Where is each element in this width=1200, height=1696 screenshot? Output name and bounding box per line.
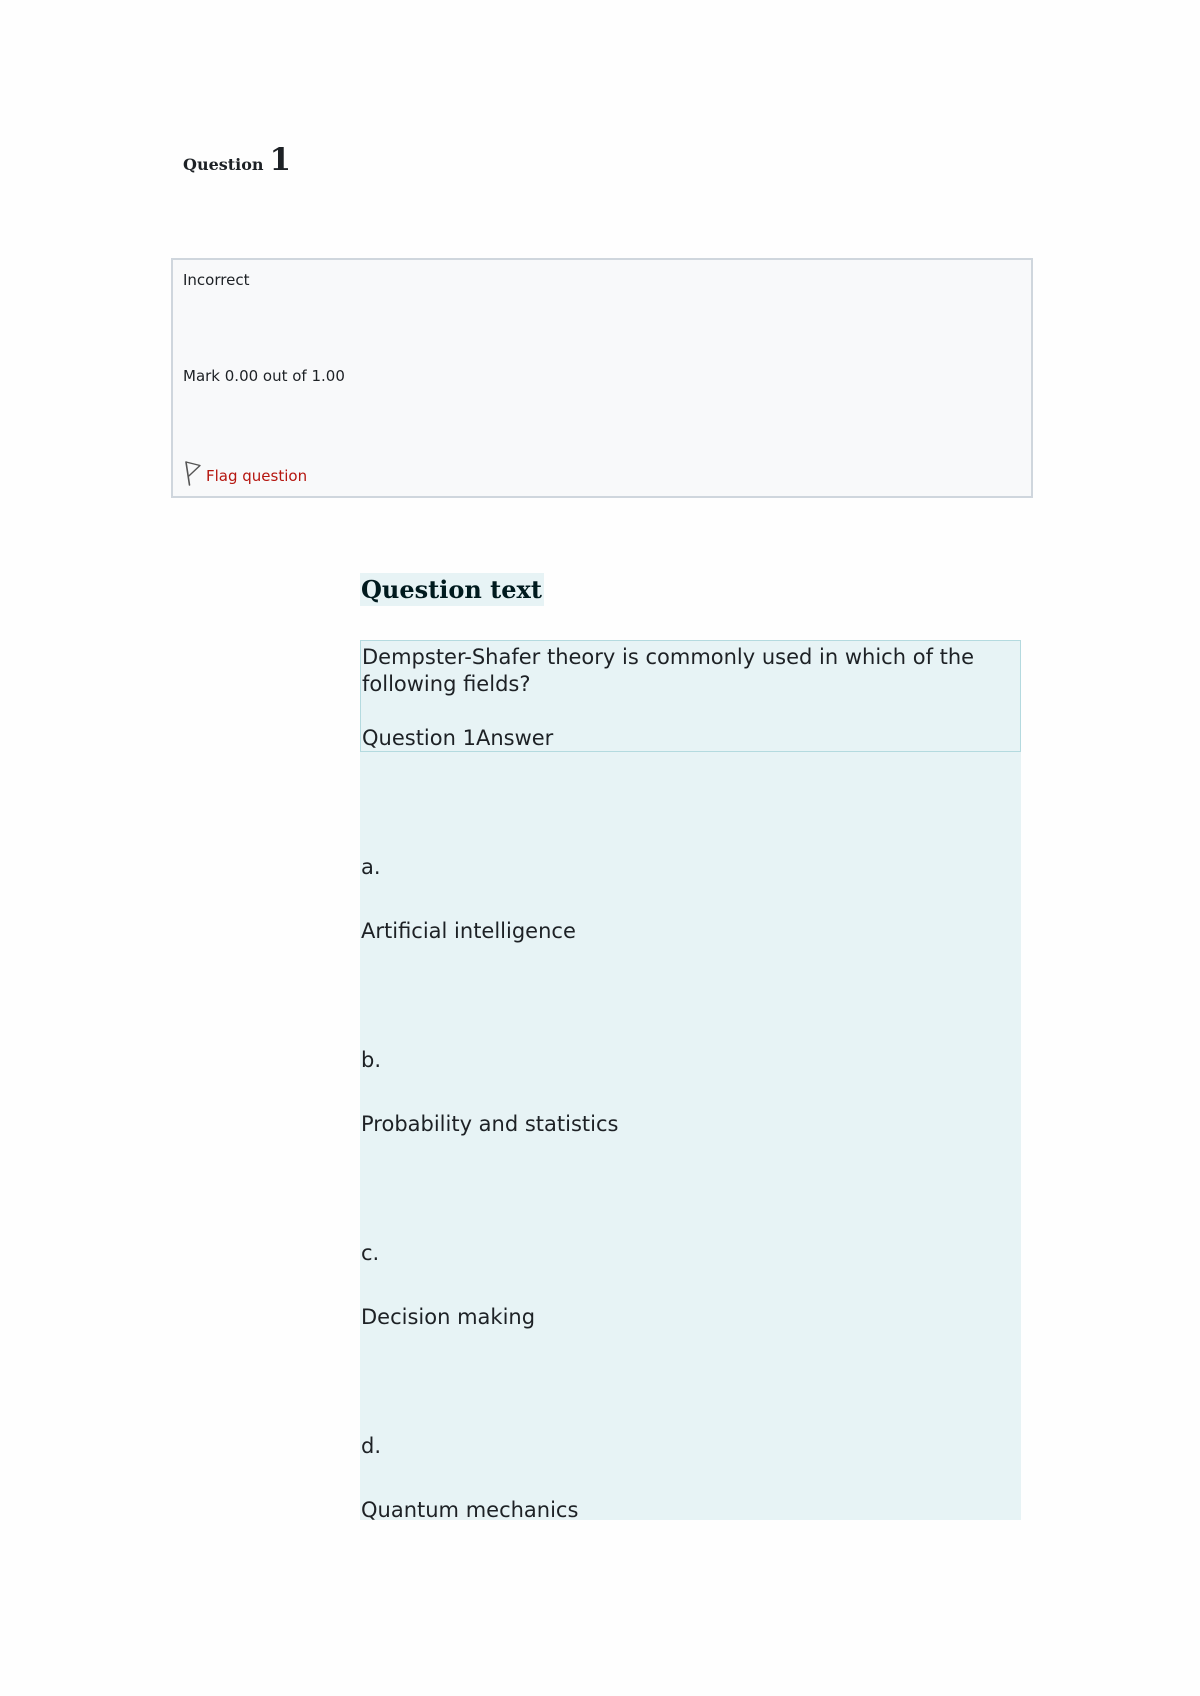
question-text-heading: Question text xyxy=(361,575,542,604)
option-letter: a. xyxy=(361,855,381,879)
option-text: Probability and statistics xyxy=(361,1112,619,1136)
question-text: Dempster-Shafer theory is commonly used in which of the following fields? xyxy=(362,645,975,696)
answer-prompt: Question 1Answer xyxy=(362,726,554,750)
flag-icon xyxy=(183,460,203,486)
option-letter: c. xyxy=(361,1241,380,1265)
option-letter: b. xyxy=(361,1048,382,1072)
option-text: Quantum mechanics xyxy=(361,1498,579,1522)
option-text: Artificial intelligence xyxy=(361,919,576,943)
question-grade: Mark 0.00 out of 1.00 xyxy=(183,367,345,385)
question-state: Incorrect xyxy=(183,271,250,289)
flag-question-label: Flag question xyxy=(206,467,308,485)
question-number: 1 xyxy=(269,142,292,178)
question-heading xyxy=(183,142,291,178)
answer-area xyxy=(360,640,1021,1520)
option-letter: d. xyxy=(361,1434,382,1458)
flag-question-link[interactable] xyxy=(183,460,307,486)
question-label: Question xyxy=(183,155,264,174)
question-info-panel xyxy=(171,258,1033,498)
question-text-box xyxy=(360,640,1021,752)
option-text: Decision making xyxy=(361,1305,536,1329)
